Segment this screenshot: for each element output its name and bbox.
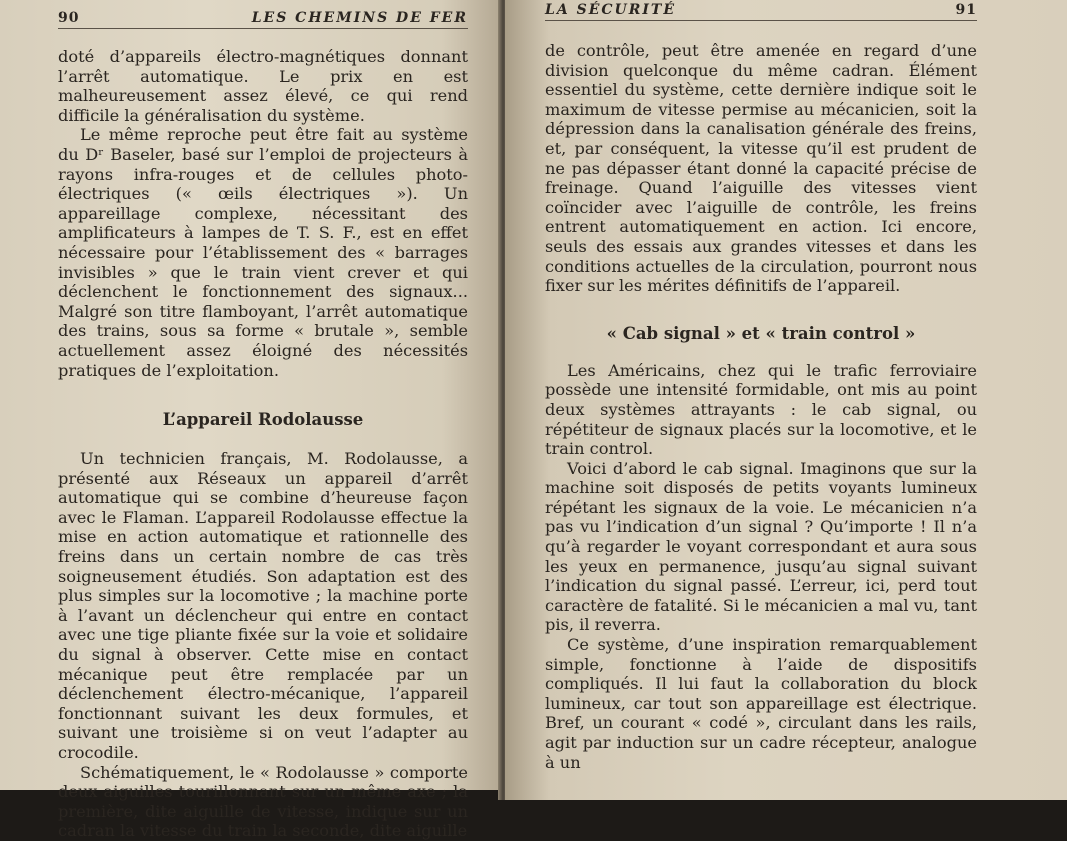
right-page [505, 0, 1067, 800]
left-paragraph-1: doté d’appareils électro-magnétiques donnant l’arrêt automatique. Le prix en est malheureusement assez élevé, ce qui rend difficile la généralisation du système. [58, 47, 468, 125]
left-page-number: 90 [58, 10, 80, 26]
right-running-head [545, 2, 977, 21]
right-page-number: 91 [955, 2, 977, 18]
left-paragraph-4: Schématiquement, le « Rodolausse » comporte deux aiguilles tourillonnant sur un même axe ; la première, dite aiguille de vitesse, indique sur un cadran la vitesse du train la seconde, dite aiguille [58, 762, 468, 841]
left-paragraph-3: Un technicien français, M. Rodolausse, a présenté aux Réseaux un appareil d’arrêt automatique qui se combine d’heureuse façon avec le Flaman. L’appareil Rodolausse effectue la mise en action automatique et rationnelle des freins dans un certain nombre de cas très soigneusement étudiés. Son adaptation est des plus simples sur la locomotive ; la machine porte à l’avant un déclencheur qui entre en contact avec une tige pliante fixée sur la voie et solidaire du signal à observer. Cette mise en contact mécanique peut être remplacée par un déclenchement électro-mécanique, l’appareil fonctionnant suivant les deux formules, et suivant une troisième si on veut l’adapter au crocodile. [58, 449, 468, 762]
left-running-title: LES CHEMINS DE FER [251, 10, 468, 26]
right-paragraph-3: Voici d’abord le cab signal. Imaginons que sur la machine soit disposés de petits voyants lumineux répétant les signaux de la voie. Le mécanicien n’a pas vu l’indication d’un signal ? Qu’importe ! Il n’a qu’à regarder le voyant correspondant et aura sous les yeux en permanence, jusqu’au signal suivant l’indication du signal passé. L’erreur, ici, perd tout caractère de fatalité. Si le mécanicien a mal vu, tant pis, il reverra. [545, 458, 977, 635]
left-running-head [58, 10, 468, 29]
left-section-heading: L’appareil Rodolausse [162, 410, 364, 430]
left-page [0, 0, 502, 841]
right-paragraph-4: Ce système, d’une inspiration remarquablement simple, fonctionne à l’aide de dispositifs compliqués. Il lui faut la collaboration du block lumineux, car tout son appareillage est électrique. Bref, un courant « codé », circulant dans les rails, agit par induction sur un cadre récepteur, analogue à un [545, 635, 977, 772]
right-running-title: LA SÉCURITÉ [545, 2, 676, 18]
right-paragraph-2: Les Américains, chez qui le trafic ferroviaire possède une intensité formidable, ont mis au point deux systèmes attrayants : le cab signal, ou répétiteur de signaux placés sur la locomotive, et le train control. [545, 360, 977, 459]
right-paragraph-1: de contrôle, peut être amenée en regard d’une division quelconque du même cadran. Élément essentiel du système, cette dernière indique soit le maximum de vitesse permise au mécanicien, soit la dépression dans la canalisation générale des freins, et, par conséquent, la vitesse qu’il est prudent de ne pas dépasser étant donné la capacité précise de freinage. Quand l’aiguille des vitesses vient coïncider avec l’aiguille de contrôle, les freins entrent automatiquement en action. Ici encore, seuls des essais aux grandes vitesses et dans les conditions actuelles de la circulation, pourront nous fixer sur les mérites définitifs de l’appareil. [545, 41, 977, 296]
left-paragraph-2: Le même reproche peut être fait au système du Dʳ Baseler, basé sur l’emploi de projecteurs à rayons infra-rouges et de cellules photo-électriques (« œils électriques »). Un appareillage complexe, nécessitant des amplificateurs à lampes de T. S. F., est en effet nécessaire pour l’établissement des « barrages invisibles » que le train vient crever et qui déclenchent le fonctionnement des signaux... Malgré son titre flamboyant, l’arrêt automatique des trains, sous sa forme « brutale », semble actuellement assez éloigné des nécessités pratiques de l’exploitation. [58, 125, 468, 380]
right-section-heading: « Cab signal » et « train control » [606, 323, 916, 343]
